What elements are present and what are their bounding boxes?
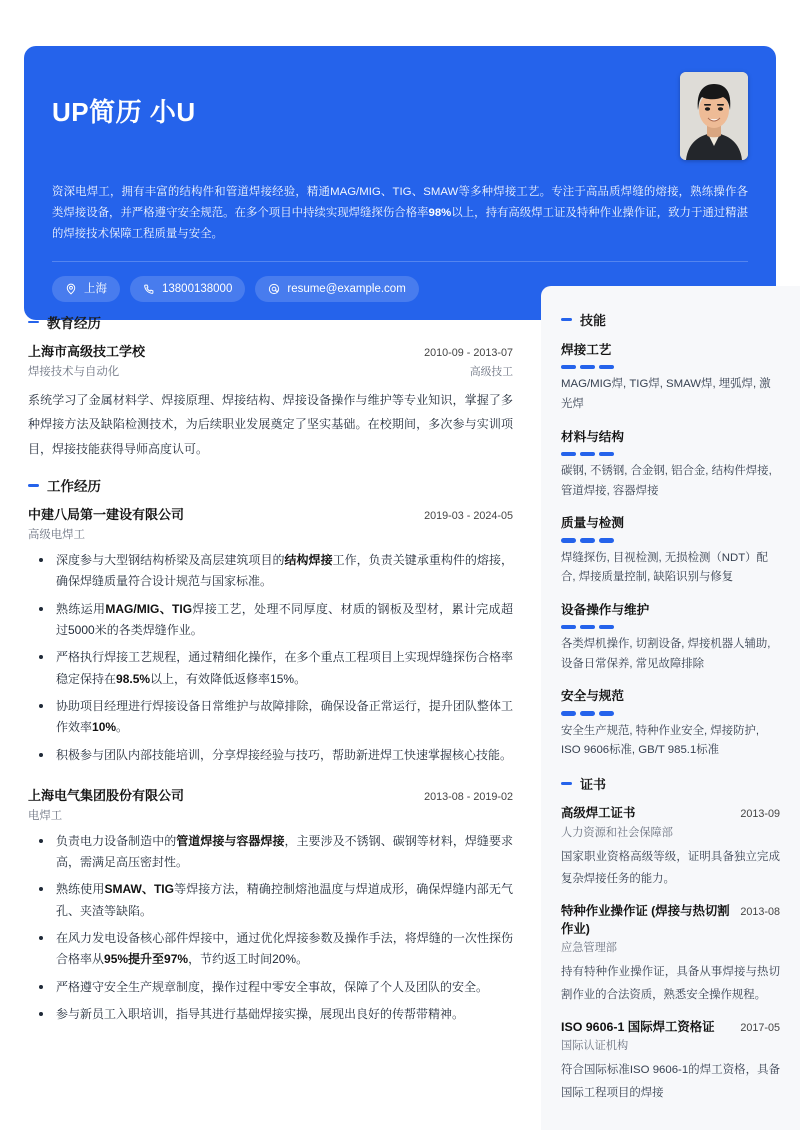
bullet-text-tail: 以上，有效降低返修率15%。 <box>150 671 307 686</box>
bullet-text-tail: ，主要涉及不锈钢、碳钢等材料，焊缝要求高，需满足高压密封性。 <box>56 833 513 869</box>
work-bullet-item <box>28 696 513 739</box>
bullet-highlight: 95%提升至97% <box>104 952 189 967</box>
section-certificates-title <box>561 774 780 793</box>
section-dash-icon <box>28 321 39 324</box>
skill-group-name: 材料与结构 <box>561 429 624 444</box>
bullet-text: 参与新员工入职培训，指导其进行基础焊接实操，展现出良好的传帮带精神。 <box>56 1007 465 1022</box>
bullet-highlight: 10% <box>92 720 117 735</box>
work-entry-head <box>28 786 513 806</box>
section-skills-title <box>561 310 780 329</box>
bullet-text-tail: 等焊接方法，精确控制熔池温度与焊道成形，确保焊缝内部无气孔、夹渣等缺陷。 <box>56 882 513 918</box>
bullet-highlight: MAG/MIG、TIG <box>105 601 193 616</box>
certificates-list <box>561 805 780 1104</box>
skill-group-name: 安全与规范 <box>561 689 624 704</box>
certificate-head <box>561 1019 780 1037</box>
header-top-row <box>52 72 748 160</box>
skill-level-bar <box>599 625 614 630</box>
skill-level-bar <box>580 365 595 370</box>
skill-group-items: 各类焊机操作, 切割设备, 焊接机器人辅助, 设备日常保养, 常见故障排除 <box>561 638 771 670</box>
certificate-description: 持有特种作业操作证，具备从事焊接与热切割作业的合法资质，熟悉安全操作规程。 <box>561 966 780 1001</box>
certificate-item <box>561 805 780 890</box>
section-work-label: 工作经历 <box>47 479 101 495</box>
skill-level-indicator <box>561 625 780 630</box>
work-bullet-item <box>28 879 513 922</box>
skill-level-bar <box>580 452 595 457</box>
skill-group-name: 设备操作与维护 <box>561 602 650 617</box>
name-block <box>52 72 196 127</box>
certificate-issuer: 人力资源和社会保障部 <box>561 826 673 839</box>
bullet-text: 严格执行焊接工艺规程，通过精细化操作，在多个重点工程项目上实现焊缝探伤合格率稳定保持在 <box>56 650 513 686</box>
work-entry-sub <box>28 807 513 823</box>
bullet-text-tail: 。 <box>116 720 129 735</box>
skill-group-name: 质量与检测 <box>561 516 624 531</box>
work-entry <box>28 505 513 766</box>
skill-level-indicator <box>561 452 780 457</box>
bullet-text-tail: 焊接工艺，处理不同厚度、材质的钢板及型材，累计完成超过5000米的各类焊缝作业。 <box>56 601 513 637</box>
work-bullet-item <box>28 928 513 971</box>
skill-group <box>561 428 780 502</box>
section-dash-icon <box>561 318 572 321</box>
contact-location-value: 上海 <box>84 283 107 296</box>
section-education-label: 教育经历 <box>47 316 101 331</box>
section-skills-label: 技能 <box>580 313 607 328</box>
summary-highlight: 98% <box>428 207 452 220</box>
work-bullet-item <box>28 647 513 690</box>
summary-part-2: 以上，持有高级焊工证及特种作业操作证，致力于通过精湛的焊接技术保障工程质量与安全。 <box>52 207 748 241</box>
skill-level-indicator <box>561 538 780 543</box>
section-dash-icon <box>28 484 39 487</box>
contact-phone-value: 13800138000 <box>162 283 233 296</box>
skill-level-bar <box>561 625 576 630</box>
main-column <box>0 286 541 1130</box>
education-degree: 高级技工 <box>469 365 513 378</box>
skill-level-bar <box>599 538 614 543</box>
avatar <box>680 72 748 160</box>
bullet-text: 严格遵守安全生产规章制度，操作过程中零安全事故，保障了个人及团队的安全。 <box>56 979 489 994</box>
work-company: 中建八局第一建设有限公司 <box>28 507 185 523</box>
skill-group-items: 安全生产规范, 特种作业安全, 焊接防护, ISO 9606标准, GB/T 985.1标准 <box>561 724 760 757</box>
section-education-title <box>28 312 513 332</box>
skills-list <box>561 341 780 761</box>
bullet-text: 熟练使用 <box>56 882 105 897</box>
work-bullets <box>28 550 513 766</box>
work-date: 2019-03 - 2024-05 <box>424 510 513 523</box>
skill-group-name: 焊接工艺 <box>561 343 612 357</box>
certificate-name: ISO 9606-1 国际焊工资格证 <box>561 1019 715 1034</box>
certificate-issuer: 国际认证机构 <box>561 1040 629 1053</box>
bullet-text-tail: 工作，负责关键承重构件的熔接，确保焊缝质量符合设计规范与国家标准。 <box>56 552 513 589</box>
section-dash-icon <box>561 782 572 785</box>
work-company: 上海电气集团股份有限公司 <box>28 788 185 804</box>
certificate-name: 特种作业操作证 (焊接与热切割作业) <box>561 904 730 936</box>
work-bullet-item <box>28 550 513 593</box>
resume-body <box>0 286 800 1130</box>
bullet-text-tail: ，节约返工时间20%。 <box>188 952 309 967</box>
skill-level-bar <box>580 538 595 543</box>
work-title: 高级电焊工 <box>28 528 85 541</box>
education-description: 系统学习了金属材料学、焊接原理、焊接结构、焊接设备操作与维护等专业知识，掌握了多种焊接方法及缺陷检测技术，为后续职业发展奠定了坚实基础。在校期间，多次参与实训项目，焊接技能获得导师高度认可。 <box>28 392 513 456</box>
work-date: 2013-08 - 2019-02 <box>424 791 513 804</box>
resume-header <box>24 46 776 320</box>
certificate-name: 高级焊工证书 <box>561 806 636 821</box>
education-date: 2010-09 - 2013-07 <box>424 347 513 359</box>
certificate-head <box>561 903 780 938</box>
skill-level-bar <box>561 452 576 457</box>
work-entry <box>28 786 513 1025</box>
skill-level-indicator <box>561 711 780 716</box>
bullet-text: 协助项目经理进行焊接设备日常维护与故障排除，确保设备正常运行，提升团队整体工作效率 <box>56 698 513 735</box>
work-bullets <box>28 831 513 1026</box>
education-entry-head <box>28 342 513 362</box>
education-entry <box>28 342 513 461</box>
spacer <box>28 772 513 786</box>
skill-level-bar <box>599 365 614 370</box>
bullet-text: 深度参与大型钢结构桥梁及高层建筑项目的 <box>56 552 285 567</box>
bullet-highlight: 结构焊接 <box>284 552 333 567</box>
candidate-name: UP简历 小U <box>52 97 196 127</box>
work-bullet-item <box>28 1004 513 1025</box>
skill-level-bar <box>599 711 614 716</box>
skill-group <box>561 514 780 588</box>
bullet-text: 在风力发电设备核心部件焊接中，通过优化焊接参数及操作手法，将焊缝的一次性探伤合格率从 <box>56 930 513 967</box>
skill-group <box>561 341 780 415</box>
bullet-text: 积极参与团队内部技能培训，分享焊接经验与技巧，帮助新进焊工快速掌握核心技能。 <box>56 747 513 762</box>
skill-level-bar <box>561 365 576 370</box>
section-work-title <box>28 475 513 495</box>
work-entry-sub <box>28 526 513 542</box>
work-bullet-item <box>28 977 513 998</box>
skill-group-items: 焊缝探伤, 目视检测, 无损检测（NDT）配合, 焊接质量控制, 缺陷识别与修复 <box>561 551 768 584</box>
avatar-portrait-icon <box>680 72 748 160</box>
certificate-date: 2013-08 <box>740 906 780 919</box>
work-entry-head <box>28 505 513 525</box>
work-bullet-item <box>28 831 513 874</box>
education-school: 上海市高级技工学校 <box>28 344 146 359</box>
certificate-date: 2013-09 <box>740 808 780 821</box>
certificate-issuer: 应急管理部 <box>561 942 617 955</box>
education-entry-sub <box>28 363 513 379</box>
work-title: 电焊工 <box>28 809 63 822</box>
skill-level-bar <box>580 625 595 630</box>
side-column <box>541 286 800 1130</box>
skill-level-bar <box>580 711 595 716</box>
certificate-head <box>561 805 780 823</box>
education-major: 焊接技术与自动化 <box>28 365 120 378</box>
profile-summary <box>52 182 748 245</box>
skill-level-bar <box>599 452 614 457</box>
bullet-text: 熟练运用 <box>56 601 106 616</box>
skill-group <box>561 687 780 761</box>
bullet-highlight: 98.5% <box>116 671 151 686</box>
certificate-date: 2017-05 <box>740 1021 780 1034</box>
certificate-item <box>561 903 780 1006</box>
bullet-text: 负责电力设备制造中的 <box>56 833 177 848</box>
skill-level-bar <box>561 538 576 543</box>
certificate-description: 符合国际标准ISO 9606-1的焊工资格，具备国际工程项目的焊接 <box>561 1064 780 1099</box>
work-bullet-item <box>28 599 513 642</box>
skill-group-items: 碳钢, 不锈钢, 合金钢, 铝合金, 结构件焊接, 管道焊接, 容器焊接 <box>561 465 772 497</box>
summary-part-1: 资深电焊工，拥有丰富的结构件和管道焊接经验，精通MAG/MIG、TIG、SMAW等多种焊接工艺。专注于高品质焊缝的熔接，熟练操作各类焊接设备，并严格遵守安全规范。在多个项目中持续实现焊缝探伤合格率 <box>52 186 748 220</box>
skill-level-bar <box>561 711 576 716</box>
skill-group-items: MAG/MIG焊, TIG焊, SMAW焊, 埋弧焊, 激光焊 <box>561 378 771 410</box>
skill-level-indicator <box>561 365 780 370</box>
certificate-item <box>561 1019 780 1104</box>
contact-email-value: resume@example.com <box>287 283 406 296</box>
bullet-highlight: SMAW、TIG <box>104 882 174 897</box>
skill-group <box>561 601 780 675</box>
certificate-description: 国家职业资格高级等级，证明具备独立完成复杂焊接任务的能力。 <box>561 850 780 885</box>
work-bullet-item <box>28 745 513 766</box>
bullet-highlight: 管道焊接与容器焊接 <box>176 833 285 848</box>
section-certificates-label: 证书 <box>580 777 607 793</box>
